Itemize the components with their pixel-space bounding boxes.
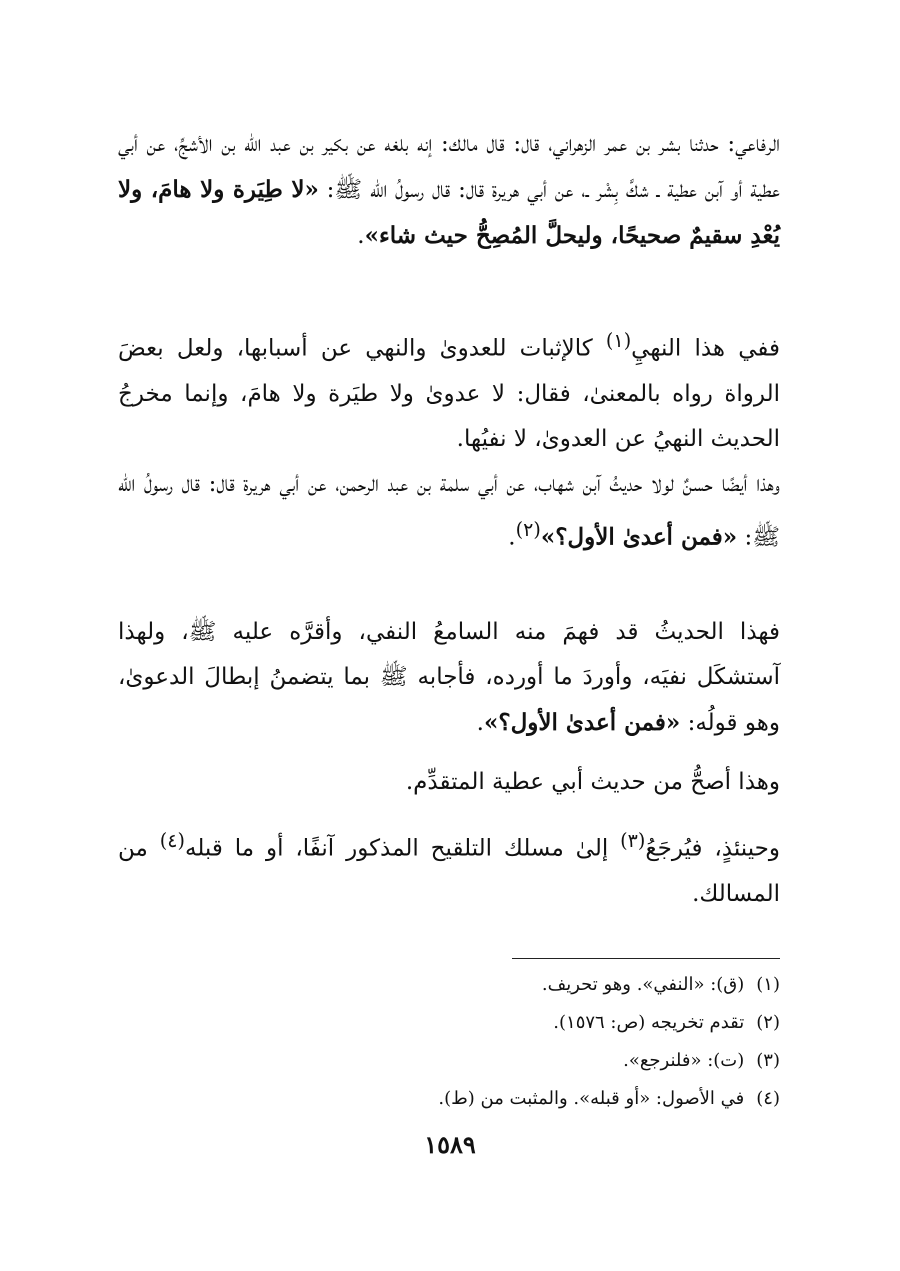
footnote-separator [512, 958, 780, 959]
paragraph-4 [118, 610, 818, 746]
paragraph-4-quote: «فمن أعدىٰ الأول؟» [483, 709, 681, 736]
paragraph-1-tail: . [357, 223, 365, 249]
paragraph-2-text-b: كالإثبات للعدوىٰ والنهي عن أسبابها، ولعل بعضَ الرواة رواه بالمعنىٰ، فقال: لا عدوىٰ ولا طيَرة ولا هامَ، وإنما مخرجُ الحديث النهيُ عن العدوىٰ، لا نفيُها. [118, 335, 780, 452]
paragraph-1 [118, 122, 780, 259]
footnote-ref-2[interactable]: (٢) [515, 518, 541, 541]
paragraph-5-text: وهذا أصحُّ من حديث أبي عطية المتقدِّم. [405, 769, 780, 795]
footnote-ref-4[interactable]: (٤) [159, 829, 185, 852]
footnote-text: (ق): «النفي». وهو تحريف. [541, 974, 745, 995]
paragraph-1-hadith: «لا طِيَرة ولا هامَ، ولا يُعْدِ سقيمٌ صحيحًا، وليحلَّ المُصِحُّ حيث شاء» [118, 176, 780, 249]
paragraph-6-text-c: من المسالك. [118, 835, 780, 907]
paragraph-3 [118, 462, 818, 561]
footnote-3 [118, 1042, 780, 1080]
footnote-number: (١) [756, 974, 780, 995]
footnote-ref-1[interactable]: (١) [605, 329, 632, 352]
paragraph-1-text: الرفاعي: حدثنا بشر بن عمر الزهراني، قال: قال مالك: إنه بلغه عن بكير بن عبد الله بن الأشجِّ، عن أبي عطية أو آبن عطية ـ شكَّ بِشْر ـ، عن أبي هريرة قال: قال رسولُ الله ﷺ: [118, 131, 780, 203]
footnotes [118, 966, 780, 1118]
footnote-2 [118, 1004, 780, 1042]
footnote-4 [118, 1080, 780, 1118]
footnote-text: تقدم تخريجه (ص: ١٥٧٦). [553, 1012, 745, 1033]
paragraph-3-hadith: «فمن أعدىٰ الأول؟» [540, 523, 738, 551]
paragraph-4-tail: . [476, 710, 484, 736]
paragraph-6-text-b: إلىٰ مسلك التلقيح المذكور آنفًا، أو ما قبله [184, 835, 621, 862]
footnote-number: (٣) [756, 1050, 780, 1071]
footnote-text: (ت): «فلنرجع». [623, 1050, 745, 1071]
paragraph-3-end: . [508, 524, 516, 551]
footnote-text: في الأصول: «أو قبله». والمثبت من (ط). [438, 1088, 745, 1109]
page-number: ١٥٨٩ [424, 1130, 476, 1159]
footnote-number: (٢) [756, 1012, 780, 1033]
paragraph-3-text: وهذا أيضًا حسنٌ لولا حديثُ آبن شهاب، عن أبي سلمة بن عبد الرحمن، عن أبي هريرة قال: قال رسولُ الله ﷺ: [118, 471, 780, 551]
paragraph-6 [118, 818, 818, 917]
footnote-1 [118, 966, 780, 1004]
footnote-number: (٤) [756, 1088, 780, 1109]
paragraph-2-text-a: ففي هذا النهيِ [631, 335, 780, 362]
paragraph-2 [118, 318, 818, 462]
footnote-ref-3[interactable]: (٣) [620, 829, 646, 852]
paragraph-5 [118, 760, 818, 805]
paragraph-4-text: فهذا الحديثُ قد فهمَ منه السامعُ النفي، وأقرَّه عليه ﷺ، ولهذا آستشكَل نفيَه، وأوردَ ما أورده، فأجابه ﷺ بما يتضمنُ إبطالَ الدعوىٰ، وهو قولُه: [118, 619, 780, 736]
paragraph-6-text-a: وحينئذٍ، فيُرجَعُ [645, 835, 780, 862]
